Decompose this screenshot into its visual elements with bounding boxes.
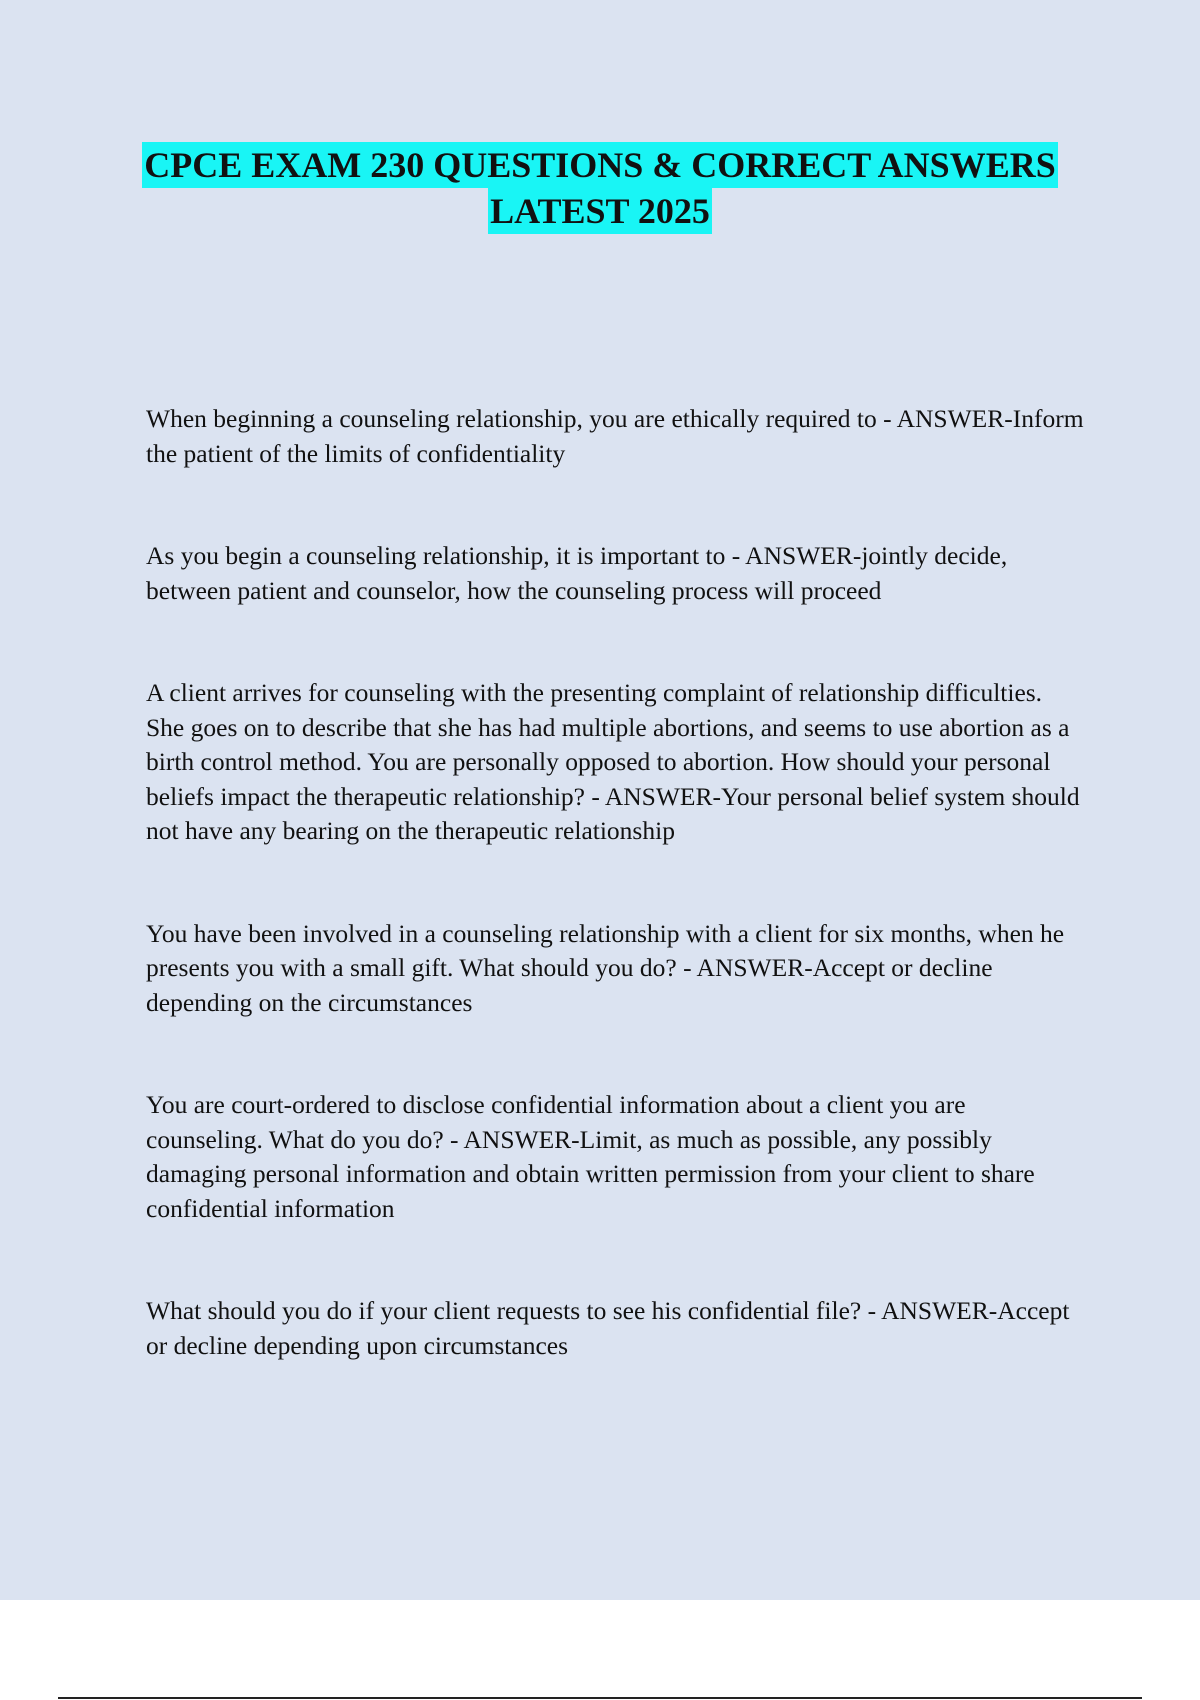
qa-item-6: What should you do if your client requests to see his confidential file? - ANSWER-Accept or decline depending upon circumstances [146, 1296, 1070, 1360]
qa-item-1: When beginning a counseling relationship, you are ethically required to - ANSWER-Inform the patient of the limits of confidentiality [146, 404, 1084, 468]
document-title [0, 142, 1200, 234]
title-line-2: LATEST 2025 [488, 188, 712, 234]
title-line-1: CPCE EXAM 230 QUESTIONS & CORRECT ANSWERS [142, 142, 1057, 188]
qa-list [146, 402, 1086, 1363]
qa-item-4: You have been involved in a counseling relationship with a client for six months, when he presents you with a small gift. What should you do? - ANSWER-Accept or decline depending on the circumstances [146, 918, 1065, 1017]
qa-item-2: As you begin a counseling relationship, it is important to - ANSWER-jointly decide, between patient and counselor, how the counseling process will proceed [146, 541, 1008, 605]
footer-divider [58, 1697, 1142, 1699]
qa-item-5: You are court-ordered to disclose confidential information about a client you are counseling. What do you do? - ANSWER-Limit, as much as possible, any possibly damaging personal information and obtain written permission from your client to share confidential information [146, 1090, 1035, 1223]
qa-item-3: A client arrives for counseling with the presenting complaint of relationship difficulties. She goes on to describe that she has had multiple abortions, and seems to use abortion as a birth control method. You are personally opposed to abortion. How should your personal beliefs impact the therapeutic relationship? - ANSWER-Your personal belief system should not have any bearing on the therapeutic relationship [146, 678, 1080, 845]
